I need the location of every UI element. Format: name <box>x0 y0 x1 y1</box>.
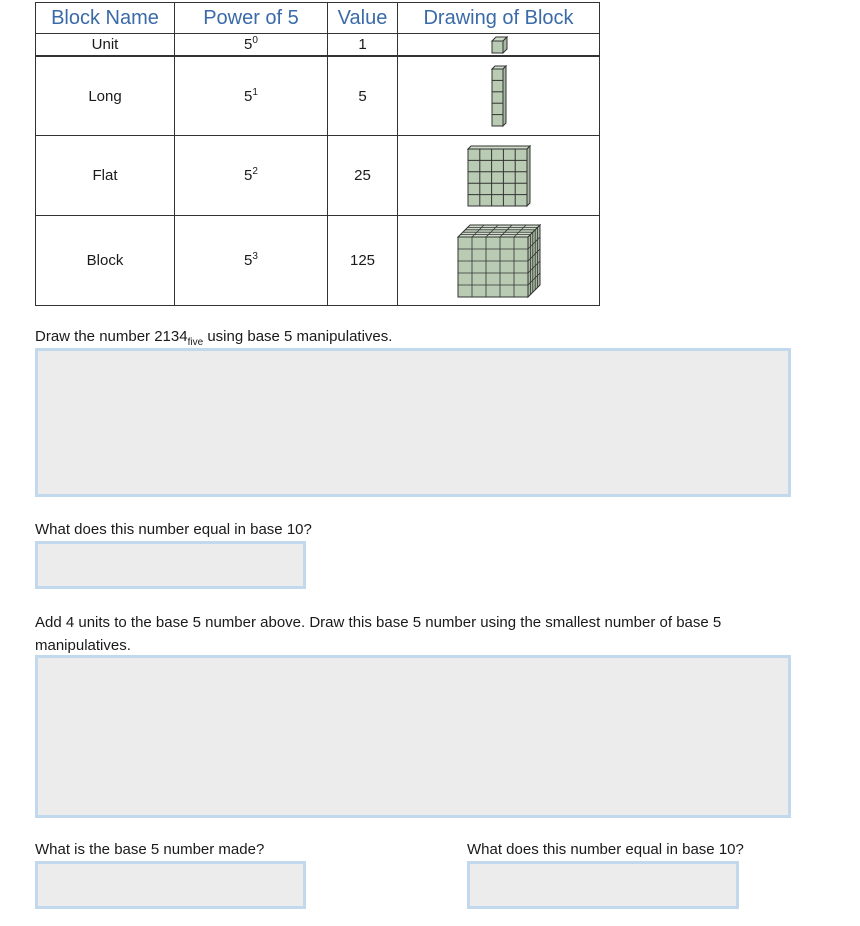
row-power: $5^2$ <box>175 136 328 216</box>
row-value: 125 <box>328 216 398 306</box>
row-value: 1 <box>328 34 398 57</box>
question-base10-1: What does this number equal in base 10? <box>35 521 312 538</box>
question-add-units: Add 4 units to the base 5 number above. Draw this base 5 number using the smallest number of base 5 manipulatives. <box>35 614 722 654</box>
table-row <box>36 216 600 306</box>
row-power: $5^1$ <box>175 56 328 136</box>
row-name: Long <box>36 56 175 136</box>
row-name: Flat <box>36 136 175 216</box>
table-row <box>36 56 600 136</box>
row-power: $5^3$ <box>175 216 328 306</box>
answer-field-base5[interactable] <box>35 861 306 909</box>
block-cube-icon <box>456 223 542 299</box>
table-header-row <box>36 3 600 34</box>
table-row <box>36 136 600 216</box>
row-drawing <box>398 136 600 216</box>
row-value: 5 <box>328 56 398 136</box>
row-name: Block <box>36 216 175 306</box>
long-rod-icon <box>489 65 509 127</box>
row-drawing <box>398 34 600 57</box>
row-value: 25 <box>328 136 398 216</box>
question-base5-made: What is the base 5 number made? <box>35 841 265 858</box>
drawing-answer-box-2[interactable] <box>35 655 791 818</box>
header-drawing: Drawing of Block <box>398 3 600 34</box>
row-power: $5^0$ <box>175 34 328 57</box>
header-block-name: Block Name <box>36 3 175 34</box>
answer-field-base10-2[interactable] <box>467 861 739 909</box>
flat-square-icon <box>466 145 532 207</box>
row-drawing <box>398 216 600 306</box>
table-row <box>36 34 600 57</box>
header-value: Value <box>328 3 398 34</box>
question-draw-number: Draw the number $2134_{five}$ using base 5 manipulatives. <box>35 328 393 348</box>
header-power-of-5: Power of 5 <box>175 3 328 34</box>
drawing-answer-box-1[interactable] <box>35 348 791 497</box>
row-drawing <box>398 56 600 136</box>
answer-field-base10-1[interactable] <box>35 541 306 589</box>
row-name: Unit <box>36 34 175 57</box>
base5-blocks-table <box>35 2 600 306</box>
question-base10-2: What does this number equal in base 10? <box>467 841 744 858</box>
unit-cube-icon <box>489 36 509 54</box>
